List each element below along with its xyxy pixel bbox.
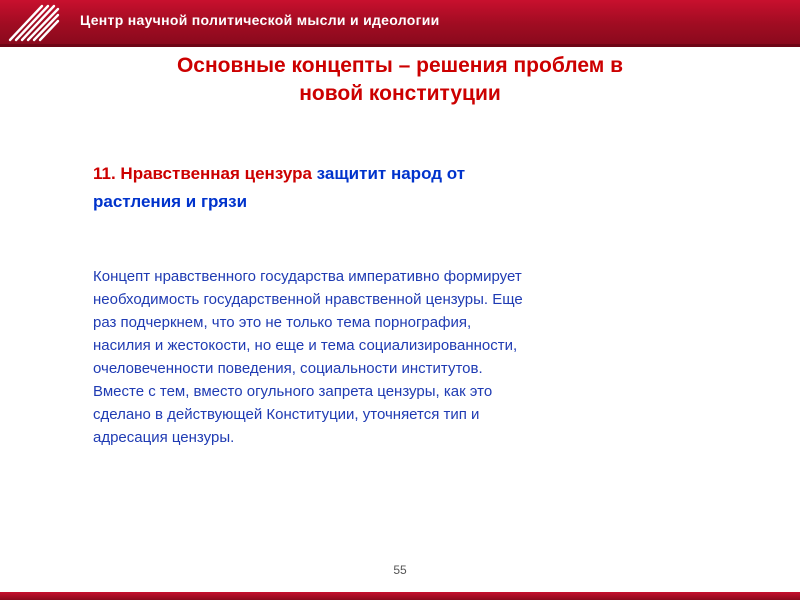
body-paragraph <box>93 265 683 449</box>
body-line: насилия и жестокости, но еще и тема социализированности, <box>93 337 518 354</box>
header-bar <box>0 0 800 44</box>
subheading-blue-part-1: защитит народ от <box>311 164 466 183</box>
body-line: раз подчеркнем, что это не только тема порнография, <box>93 314 472 331</box>
body-line: Концепт нравственного государства императивно формирует <box>93 268 522 285</box>
subheading-red-part: 11. Нравственная цензура <box>93 164 312 183</box>
body-line: очеловеченности поведения, социальности институтов. <box>93 360 483 377</box>
slide-title <box>80 52 720 108</box>
body-line: адресация цензуры. <box>93 429 235 446</box>
header-divider <box>0 44 800 47</box>
slide-title-line-2: новой конституции <box>299 82 501 105</box>
body-line: Вместе с тем, вместо огульного запрета цензуры, как это <box>93 383 493 400</box>
slide-title-line-1: Основные концепты – решения проблем в <box>176 54 624 77</box>
body-line: сделано в действующей Конституции, уточняется тип и <box>93 406 480 423</box>
body-line: необходимость государственной нравственной цензуры. Еще <box>93 291 523 308</box>
page-number: 55 <box>393 563 407 577</box>
footer-bar <box>0 592 800 600</box>
section-subheading <box>93 160 613 216</box>
subheading-blue-part-2: растления и грязи <box>93 192 248 211</box>
header-title: Центр научной политической мысли и идеологии <box>80 12 440 28</box>
striped-swoosh-logo-icon <box>0 0 60 44</box>
subheading-line-1 <box>93 160 613 188</box>
